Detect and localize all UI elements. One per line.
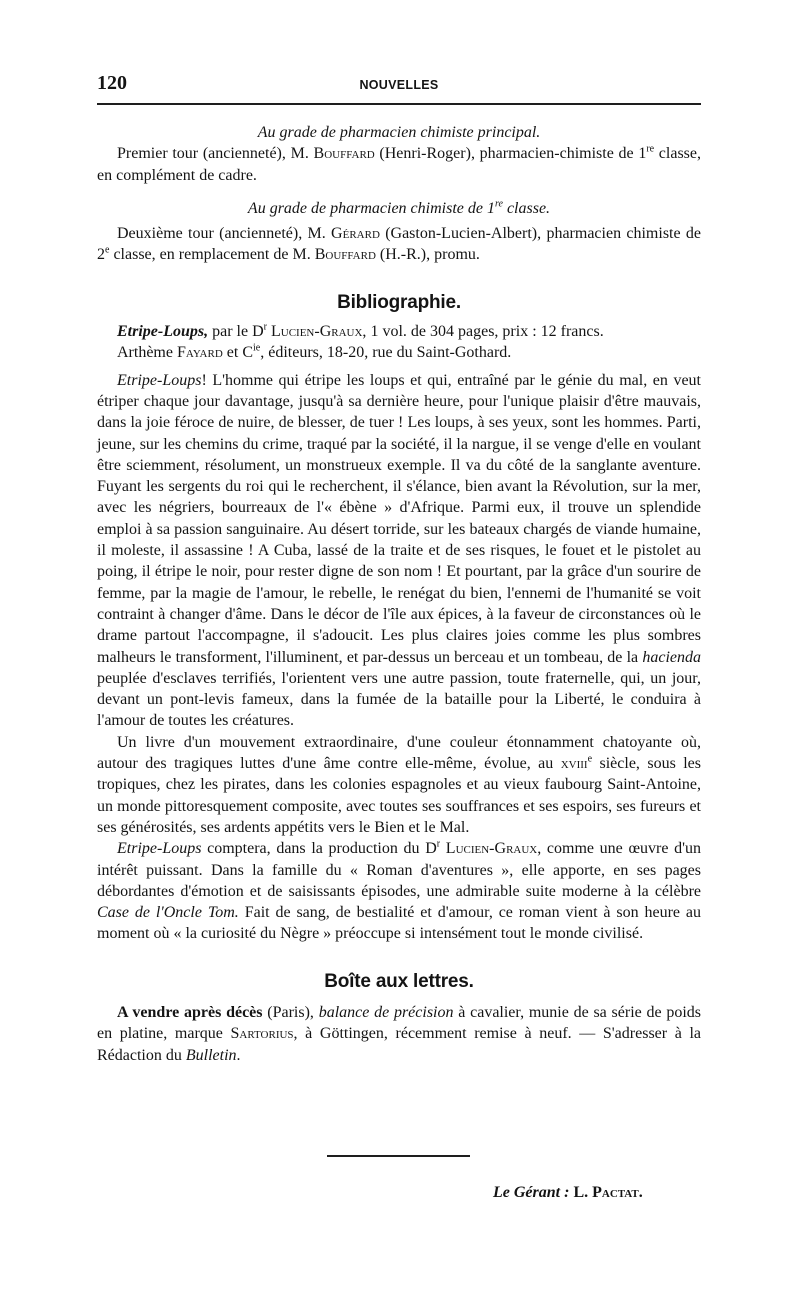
signature (493, 1184, 643, 1202)
text-run: , à Göttingen, récemment remise à neuf. — S'adresser à la Rédaction du (97, 1025, 701, 1064)
superscript: re (646, 143, 655, 155)
text-run: (Henri-Roger), pharmacien-chimiste de 1 (374, 145, 647, 163)
brand-name: Sartorius (230, 1025, 294, 1043)
signature-name: L. Pactat. (573, 1184, 643, 1201)
century-numeral: xviii (560, 755, 588, 773)
person-name: Bouffard (314, 246, 376, 264)
page-header (97, 72, 701, 96)
header-rule (97, 103, 701, 105)
text-run: comptera, dans la production du D (201, 840, 437, 858)
text-run: (H.-R.), promu. (375, 246, 480, 264)
subhead-pharmacien-principal (97, 122, 701, 143)
text-run: (Paris), (262, 1003, 319, 1021)
page-number: 120 (97, 72, 127, 94)
publisher-name: Fayard (176, 344, 223, 362)
text-run: Fait de sang, de bestialité et d'amour, ce roman vient à son heure au moment où « la curiosité du Nègre » préoccupe si intensément tout le monde civilisé. (97, 904, 702, 943)
review-paragraph-2 (97, 732, 701, 838)
text-run: . (236, 1046, 241, 1064)
text-run: classe, en remplacement de M. (109, 246, 315, 264)
journal-name: Bulletin (185, 1046, 237, 1064)
text-run: Un livre d'un mouvement extraordinaire, d'une couleur étonnamment chatoyante où, autour des tragiques luttes d'une âme contre elle-même, évolue, au (97, 733, 701, 773)
review-paragraph-3 (97, 838, 701, 944)
book-title: Etripe-Loups (117, 840, 202, 858)
text-run: peuplée d'esclaves terrifiés, l'orientent vers une autre passion, toute fraternelle, qui, un jour, devant un pont-levis fameux, dans la fumée de la bataille pour la Liberté, le conduira à l'amour de toutes les créatures. (97, 669, 701, 730)
ad-lead: A vendre après décès (117, 1003, 263, 1021)
superscript: r (263, 321, 267, 333)
text-run: Arthème (117, 344, 177, 362)
text-run: ! L'homme qui étripe les loups et qui, entraîné par le génie du mal, en veut étriper chaque jour davantage, jusqu'à sa dernière heure, pour l'unique plaisir d'être mauvais, dans la joie féroce de nuire, de blesser, de tuer ! Les loups, à ses yeux, sont les hommes. Parti, jeune, sur les chemins du crime, traqué par la société, il la nargue, il se venge d'elle en voulant être sciemment, résolument, un monstrueux exemple. Il va du côté de la sanglante aventure. Fuyant les sergents du roi qui le recherchent, il s'élance, bien avant la Révolution, sur la mer, avec les négriers, bourreaux de l'« ébène » d'Afrique. Parmi eux, il trouve un splendide emploi à sa passion sanguinaire. Au désert torride, sur les bateaux chargés de viande humaine, il moleste, il assassine ! A Cuba, lassé de la traite et de ses risques, le fouet et le pistolet au poing, il étripe le noir, pour rester digne de son nom ! Et pourtant, par la grâce d'un sourire de femme, par la magie de l'amour, le rebelle, le renégat du bien, l'ennemi de l'humanité se voit contraint à changer d'âme. Dans le décor de l'île aux épices, à la faveur de circonstances où le drame partout l'accompagne, il s'adoucit. Les plus claires joies comme les plus sombres malheurs le transforment, l'illuminent, et par-dessus un berceau et un tombeau, de la (97, 371, 701, 666)
book-title: Case de l'Oncle Tom. (97, 904, 239, 922)
superscript: r (436, 838, 441, 850)
text-run: et C (222, 344, 253, 362)
review-paragraph-1 (97, 370, 701, 732)
text-run: Deuxième tour (ancienneté), M. (117, 225, 332, 243)
superscript: re (494, 198, 503, 210)
superscript: e (105, 245, 110, 257)
promotion-paragraph-2 (97, 223, 701, 266)
text-run: Premier tour (ancienneté), M. (117, 145, 314, 163)
book-title: Etripe-Loups (117, 371, 202, 389)
subhead-pharmacien-1re-classe (97, 198, 701, 219)
text-run: , comme une œuvre d'un intérêt puissant. Dans la famille du « Roman d'aventures », elle apporte, en ses pages débordantes d'émotion et de saisissants épisodes, une admirable suite moderne à la célèbre (97, 840, 701, 900)
superscript: ie (253, 343, 261, 355)
text-run: à cavalier, munie de sa série de poids en platine, marque (97, 1003, 702, 1043)
running-title: NOUVELLES (359, 78, 439, 92)
section-title-boite-aux-lettres: Boîte aux lettres. (324, 970, 474, 992)
publisher-line (97, 342, 701, 363)
person-name: Bouffard (313, 145, 375, 163)
text-run: siècle, sous les tropiques, chez les pirates, dans les colonies espagnoles et au vieux faubourg Saint-Antoine, un monde pittoresquement composite, avec toutes ses souffrances et ses espoirs, ses fureurs et ses générosités, ses ardents appétits vers le Bien et le Mal. (97, 755, 702, 836)
subhead-text: Au grade de pharmacien chimiste de 1 (247, 199, 495, 217)
author-name: Lucien-Graux (440, 840, 538, 858)
promotion-paragraph-1 (97, 143, 701, 186)
person-name: Gérard (331, 225, 380, 243)
superscript: e (587, 753, 593, 765)
section-title-bibliographie: Bibliographie. (337, 291, 461, 313)
italic-word: hacienda (642, 648, 701, 666)
classified-ad (97, 1002, 701, 1066)
text-run: 1 vol. de 304 pages, prix : 12 francs. (366, 323, 604, 341)
book-reference (97, 321, 701, 342)
text-run: , éditeurs, 18-20, rue du Saint-Gothard. (260, 344, 512, 362)
book-title: Etripe-Loups, (117, 323, 209, 341)
text-run: par le D (208, 323, 264, 341)
subhead-text: Au grade de pharmacien chimiste principal. (257, 124, 541, 141)
text-run: (Gaston-Lucien-Albert), pharmacien chimiste de 2 (97, 225, 701, 264)
item-name: balance de précision (318, 1003, 454, 1021)
closing-rule (327, 1155, 470, 1157)
subhead-text: classe. (502, 199, 551, 217)
text-run: classe, en complément de cadre. (97, 145, 701, 184)
author-name: Lucien-Graux, (267, 323, 367, 341)
signature-role: Le Gérant : (493, 1184, 574, 1201)
page-body (97, 122, 701, 1066)
